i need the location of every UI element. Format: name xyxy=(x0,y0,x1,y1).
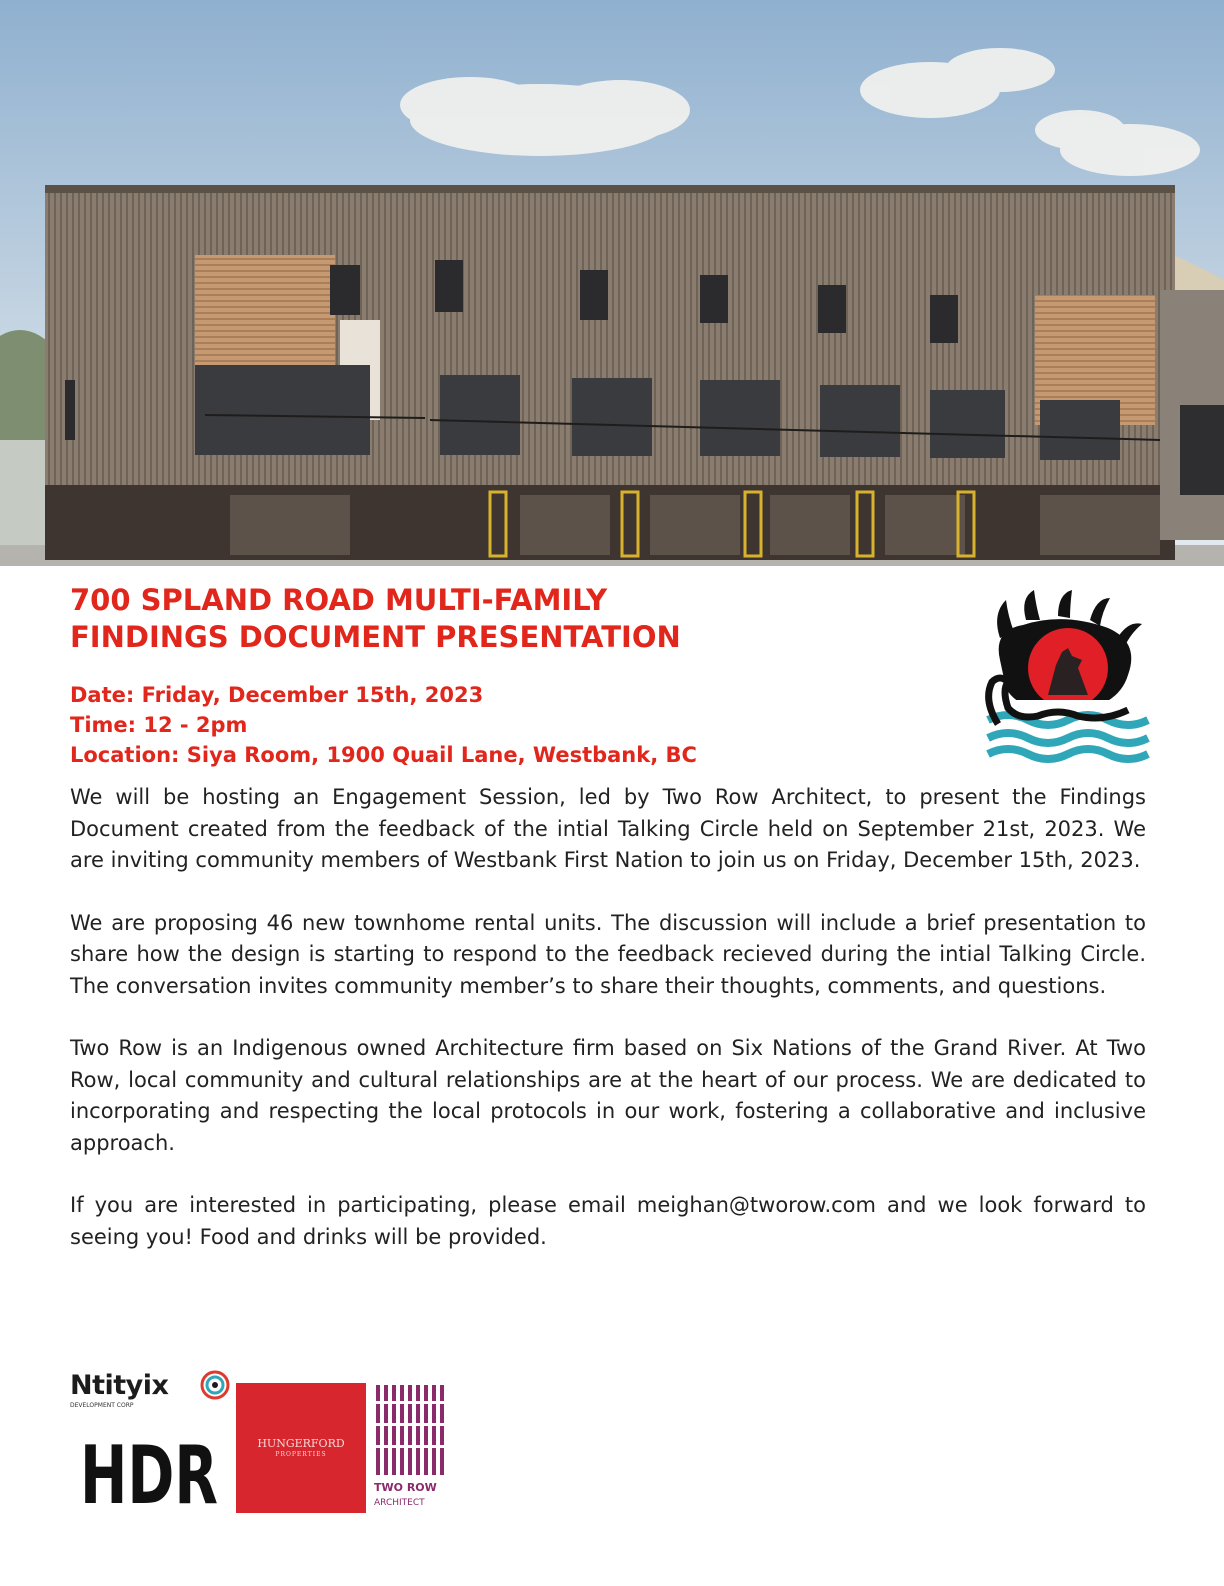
ntityix-name: Ntityix xyxy=(70,1370,169,1401)
two-row-name: TWO ROW xyxy=(374,1481,437,1494)
event-time: Time: 12 - 2pm xyxy=(70,713,248,737)
ntityix-logo xyxy=(70,1370,230,1420)
event-details xyxy=(70,680,697,770)
paragraph-proposal: We are proposing 46 new townhome rental units. The discussion will include a brief presentation to share how the design is starting to respond to the feedback recieved during the intial Talking Circle. The conversation invites community member’s to share their thoughts, comments, and questions. xyxy=(70,910,1146,998)
bear-paw-logo xyxy=(978,590,1153,765)
page-title xyxy=(70,582,870,656)
paragraph-intro: We will be hosting an Engagement Session, led by Two Row Architect, to present the Findings Document created from the feedback of the intial Talking Circle held on September 21st, 2023. We are inviting community members of Westbank First Nation to join us on Friday, December 15th, 2023. xyxy=(70,785,1146,872)
body-text xyxy=(70,782,1146,1284)
hungerford-name: HUNGERFORD xyxy=(257,1437,345,1450)
title-line-2: FINDINGS DOCUMENT PRESENTATION xyxy=(70,620,681,654)
ntityix-swirl-icon xyxy=(200,1370,230,1400)
two-row-subtitle: ARCHITECT xyxy=(374,1498,425,1508)
title-line-1: 700 SPLAND ROAD MULTI-FAMILY xyxy=(70,583,608,617)
hungerford-subtitle: PROPERTIES xyxy=(275,1451,327,1458)
hungerford-logo xyxy=(236,1383,366,1513)
ntityix-subtitle: DEVELOPMENT CORP xyxy=(70,1402,134,1409)
event-location: Location: Siya Room, 1900 Quail Lane, Westbank, BC xyxy=(70,743,697,767)
paragraph-contact: If you are interested in participating, please email meighan@tworow.com and we look forward to seeing you! Food and drinks will be provided. xyxy=(70,1193,1146,1249)
building-rendering-image xyxy=(0,0,1224,566)
hdr-logo xyxy=(80,1428,220,1522)
hdr-text: HDR xyxy=(80,1429,218,1522)
two-row-architect-logo xyxy=(374,1383,446,1513)
event-date: Date: Friday, December 15th, 2023 xyxy=(70,683,484,707)
paragraph-two-row: Two Row is an Indigenous owned Architecture firm based on Six Nations of the Grand River. At Two Row, local community and cultural relationships are at the heart of our process. We are dedicated to incorporating and respecting the local protocols in our work, fostering a collaborative and inclusive approach. xyxy=(70,1036,1146,1155)
